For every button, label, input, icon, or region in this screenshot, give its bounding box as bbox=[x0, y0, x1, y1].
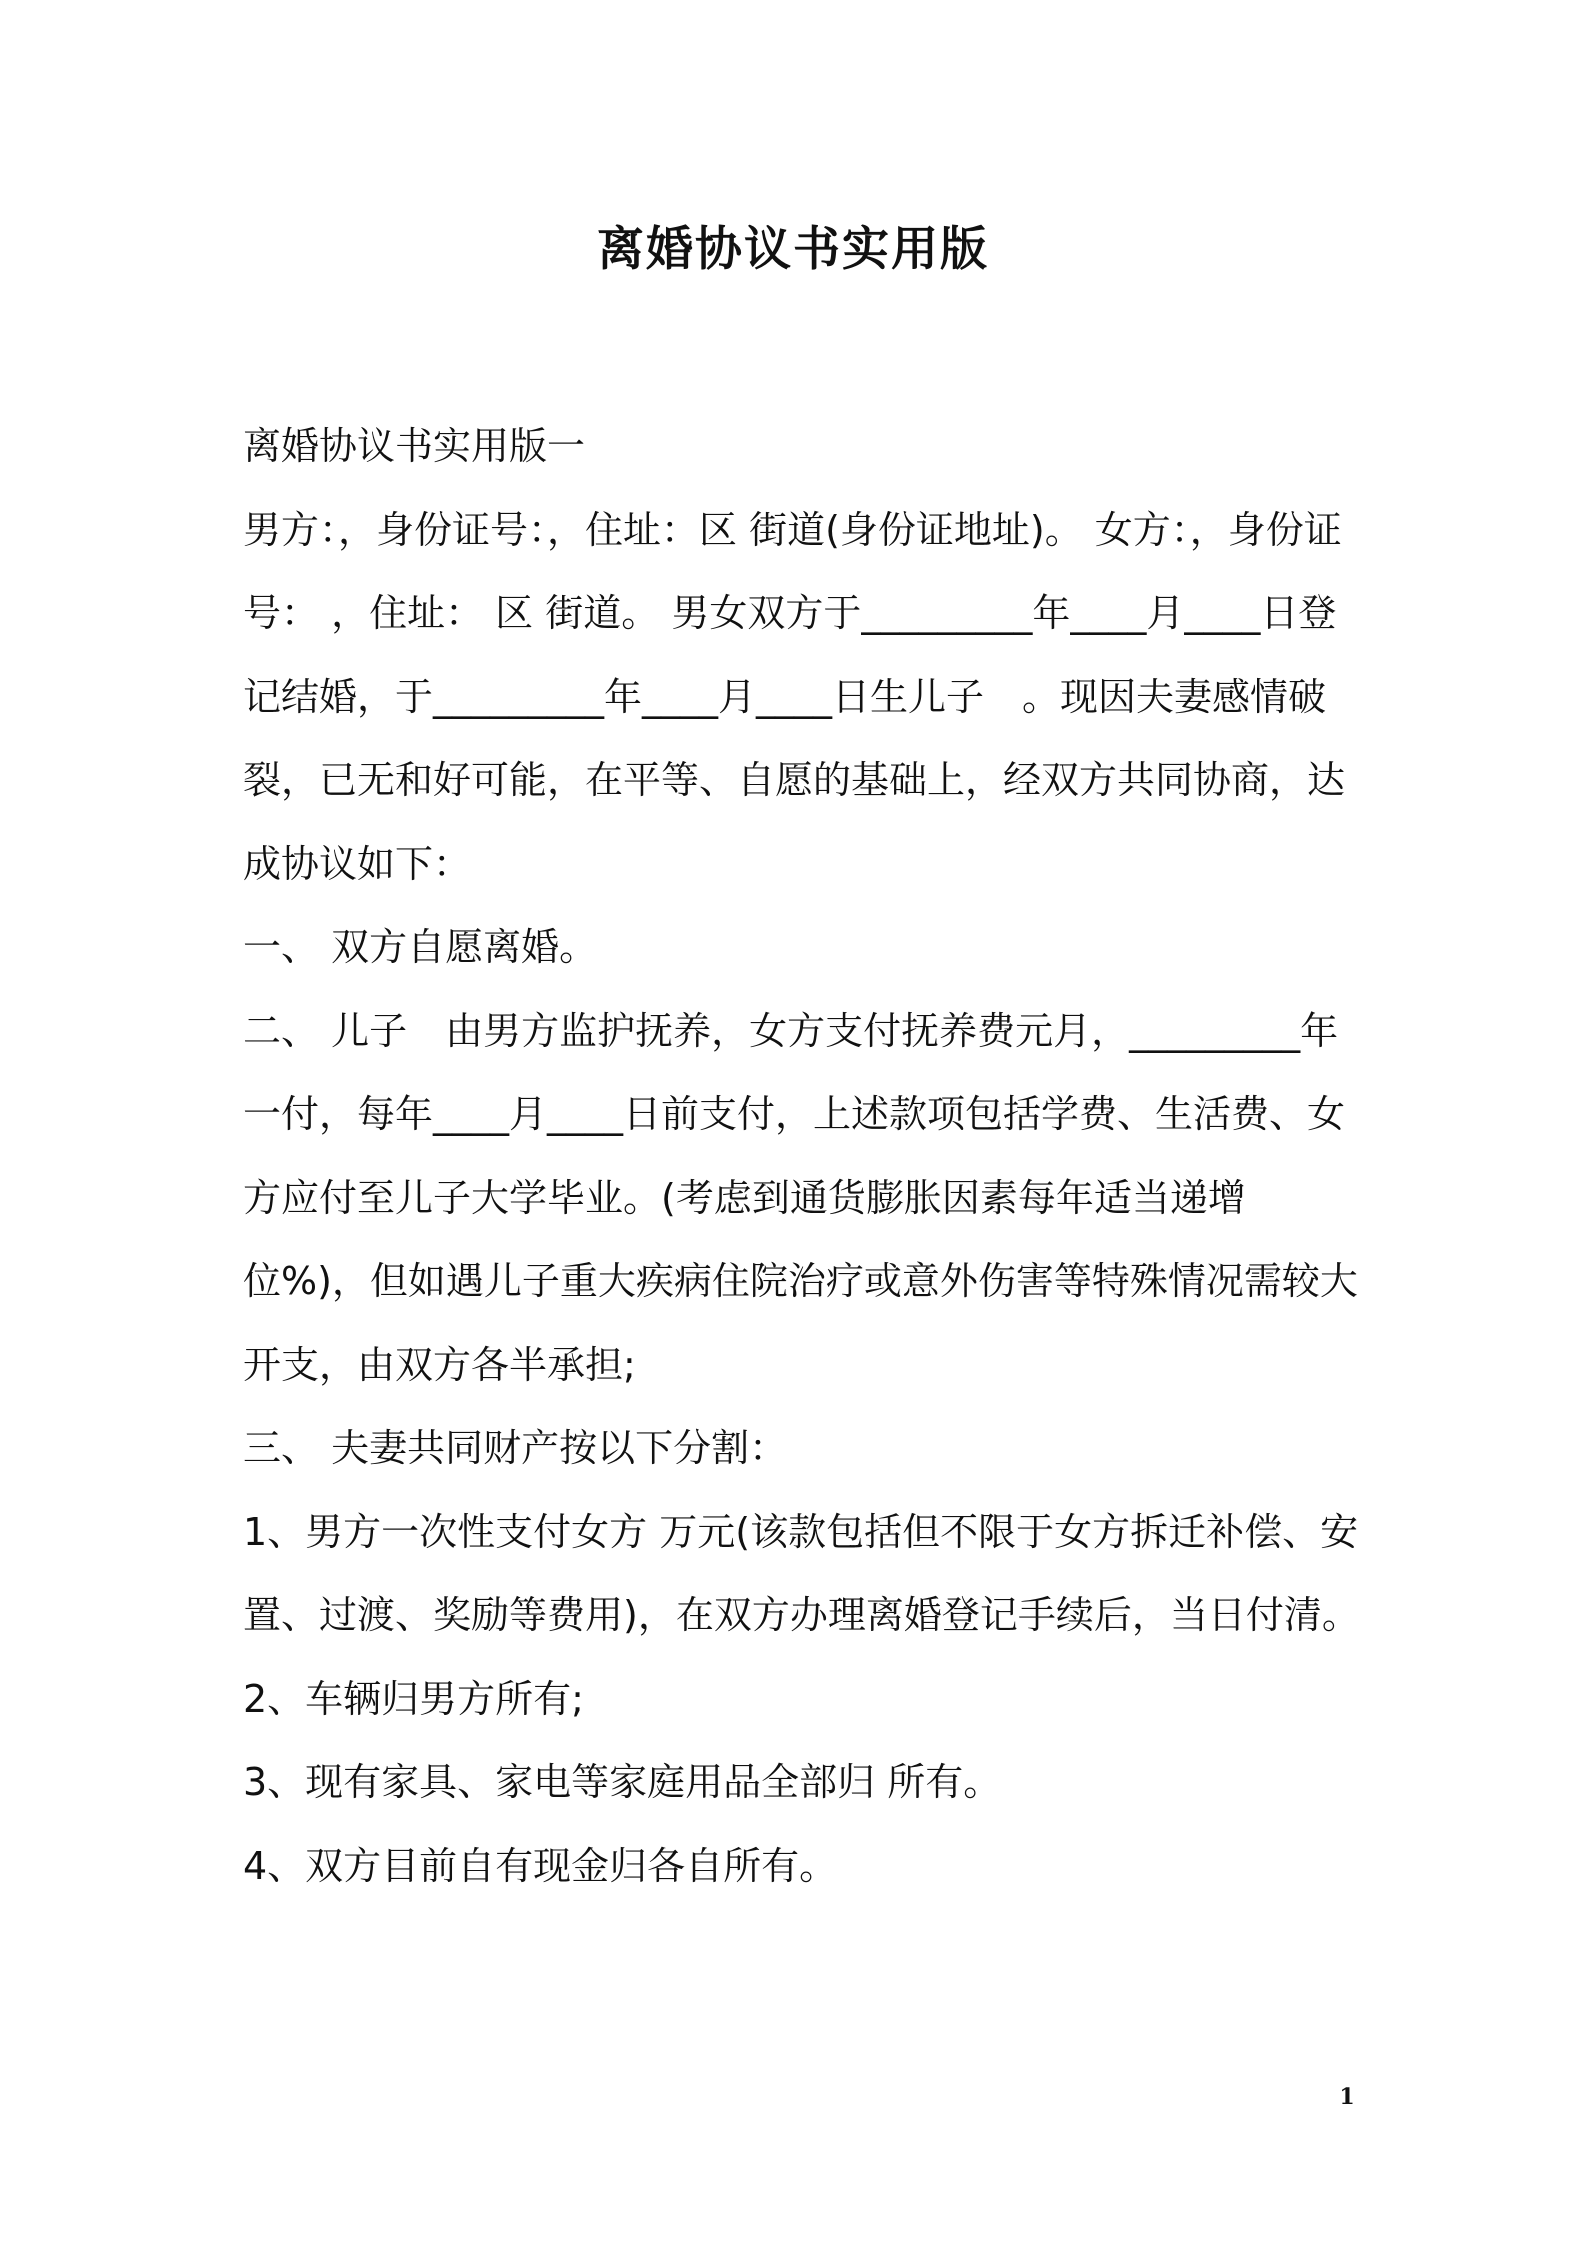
section-subtitle: 离婚协议书实用版一 bbox=[243, 424, 586, 468]
paragraph-clause-3: 三、 夫妻共同财产按以下分割： bbox=[243, 1426, 788, 1470]
paragraph-item-1: 1、男方一次性支付女方 万元(该款包括但不限于女方拆迁补偿、安置、过渡、奖励等费用)，在双方办理离婚登记手续后，当日付清。 bbox=[243, 1509, 1360, 1637]
page-number: 1 bbox=[1339, 2084, 1355, 2110]
paragraph-item-4: 4、双方目前自有现金归各自所有。 bbox=[243, 1843, 838, 1888]
document-body bbox=[243, 405, 1368, 1908]
paragraph-clause-2: 二、 儿子 由男方监护抚养，女方支付抚养费元月，_________年一付，每年____月____日前支付，上述款项包括学费、生活费、女方应付至儿子大学毕业。(考虑到通货膨胀因素每年适当递增位%)，但如遇儿子重大疾病住院治疗或意外伤害等特殊情况需较大开支，由双方各半承担; bbox=[243, 1008, 1358, 1387]
paragraph-item-2: 2、车辆归男方所有; bbox=[243, 1676, 584, 1721]
paragraph-parties: 男方：，身份证号：，住址：区 街道(身份证地址)。 女方：，身份证号： ，住址： 区 街道。 男女双方于_________年____月____日登记结婚，于_________年____月____日生儿子 。现因夫妻感情破裂，已无和好可能，在平等、自愿的基础上，经双方共同协商，达成协议如下： bbox=[243, 507, 1346, 886]
paragraph-item-3: 3、现有家具、家电等家庭用品全部归 所有。 bbox=[243, 1760, 1002, 1804]
paragraph-clause-1: 一、 双方自愿离婚。 bbox=[243, 925, 598, 969]
document-title: 离婚协议书实用版 bbox=[597, 222, 989, 277]
